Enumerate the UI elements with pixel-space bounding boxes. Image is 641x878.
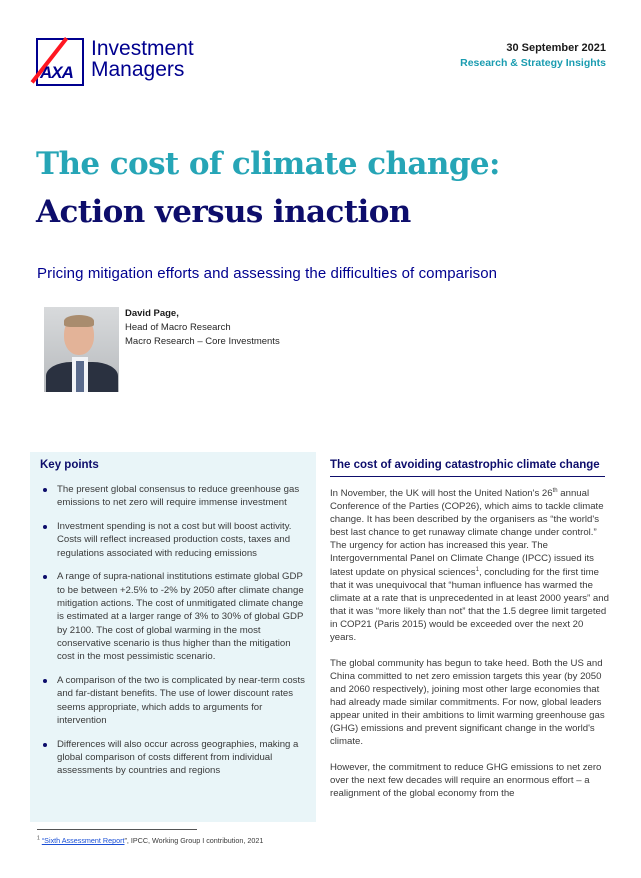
page-subtitle: Pricing mitigation efforts and assessing the difficulties of comparison: [37, 265, 498, 282]
bullet-icon: [43, 743, 47, 747]
key-point-item: [40, 738, 306, 778]
logo-wordmark-line2: Managers: [91, 58, 185, 81]
key-points-heading: Key points: [40, 459, 99, 471]
ordinal-superscript: th: [552, 487, 558, 494]
logo-mark-text: AXA: [40, 63, 73, 82]
logo-wordmark: [91, 38, 194, 80]
key-point-item: [40, 674, 306, 727]
footnote-ref[interactable]: 1: [475, 566, 479, 573]
axa-logo-mark: [36, 38, 84, 86]
axa-im-logo: [36, 38, 194, 86]
publication-series: Research & Strategy Insights: [460, 57, 606, 69]
bullet-icon: [43, 488, 47, 492]
page-title-line2: Action versus inaction: [36, 194, 411, 230]
key-point-text: Differences will also occur across geographies, making a global comparison of costs different from individual assessments by countries and regions: [57, 738, 299, 777]
key-points-box: [30, 452, 316, 822]
body-paragraph: The global community has begun to take heed. Both the US and China committed to net zero emission targets this year (by 2050 and 2060 respectively), joining most other large economies that had already made similar commitments. For now, global leaders appear united in their ambitions to limit warming greenhouse gas (GHG) emissions and prevent significant change in the world's climate.: [330, 657, 605, 748]
key-point-text: Investment spending is not a cost but will boost activity. Costs will reflect increased production costs, taxes and regulations associated with reducing emissions: [57, 521, 292, 559]
author-role: Head of Macro Research: [125, 322, 231, 333]
article-body: [330, 487, 612, 813]
key-point-text: The present global consensus to reduce greenhouse gas emissions to net zero will require immense investment: [57, 484, 300, 509]
key-point-item: [40, 520, 306, 560]
footnote-number: 1: [37, 835, 40, 842]
body-text: , concluding for the first time that it was unequivocal that “human influence has warmed the climate at a rate that is unprecedented in at least 2000 years” and that it was “more likely than not” that the 1.5 degree limit targeted in COP21 (Paris 2015) would be exceeded over the next 20 years.: [330, 566, 609, 644]
key-points-list: [40, 483, 306, 778]
author-department: Macro Research – Core Investments: [125, 336, 280, 347]
key-point-item: [40, 483, 306, 510]
body-text: annual Conference of the Parties (COP26), which aims to tackle climate change. It has been described by the organisers as “the world's best last chance to get runaway climate change under control.” The urgency for action has increased this year. The Intergovernmental Panel on Climate Change (IPCC) issued its latest update on physical sciences: [330, 488, 604, 578]
key-point-item: [40, 570, 306, 663]
bullet-icon: [43, 525, 47, 529]
body-paragraph: However, the commitment to reduce GHG emissions to net zero over the next few decades will require an enormous effort – a realignment of the global economy from the: [330, 761, 602, 799]
footnote: [37, 836, 263, 845]
footnote-text: ”, IPCC, Working Group I contribution, 2021: [124, 836, 264, 845]
bullet-icon: [43, 679, 47, 683]
logo-wordmark-line1: Investment: [91, 37, 194, 60]
key-point-text: A comparison of the two is complicated by near-term costs and far-distant benefits. The use of lower discount rates seems appropriate, which adds to arguments for intervention: [57, 675, 305, 726]
section-divider: [330, 476, 605, 477]
section-heading: The cost of avoiding catastrophic climate change: [330, 459, 600, 471]
body-text: In November, the UK will host the United Nation's 26: [330, 488, 553, 499]
footnote-link[interactable]: “Sixth Assessment Report: [41, 836, 125, 845]
page-title-line1: The cost of climate change:: [36, 146, 500, 182]
bullet-icon: [43, 575, 47, 579]
author-name: David Page,: [125, 308, 179, 319]
key-point-text: A range of supra-national institutions estimate global GDP to be between +2.5% to -2% by 2050 after climate change mitigation actions. The cost of unmitigated climate change is estimated at a larger range of 3% to 30% of global GDP by 2100. The cost of global warming in the most conservative scenario is thus higher than the mitigation cost in the most pessimistic scenario.: [57, 571, 304, 663]
body-paragraph: [330, 487, 612, 644]
publication-date: 30 September 2021: [506, 42, 606, 54]
author-photo: [44, 307, 119, 392]
footnote-divider: [37, 829, 197, 830]
